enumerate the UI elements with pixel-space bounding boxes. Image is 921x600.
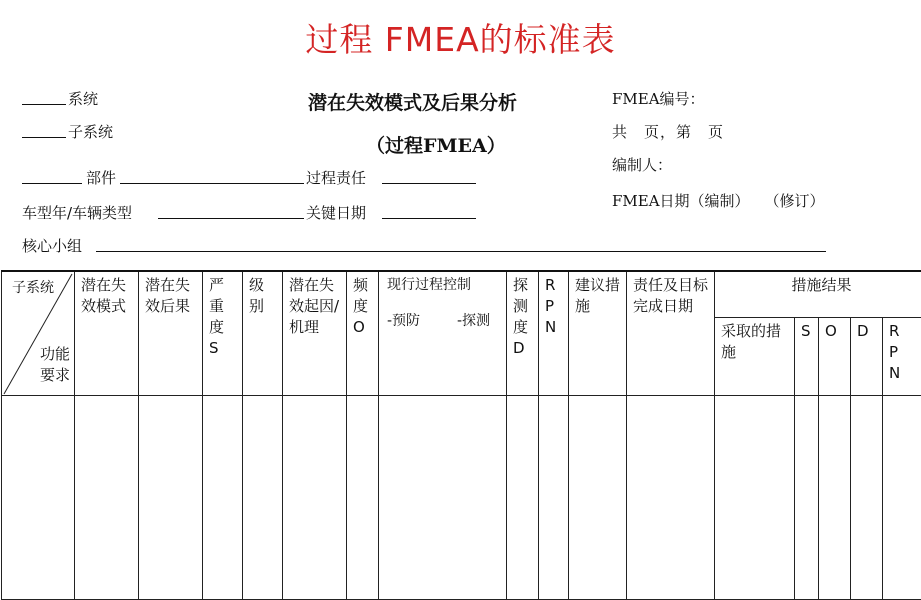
cell-recommended[interactable] (569, 395, 627, 599)
fmea-date-label: FMEA日期（编制） （修订） (612, 190, 825, 211)
system-label: 系统 (68, 88, 98, 109)
col-responsibility: 责任及目标完成日期 (627, 271, 715, 395)
col-prevention-label: -预防 (387, 311, 420, 332)
component-blank[interactable] (22, 183, 82, 184)
col-controls (379, 271, 507, 395)
model-year-blank[interactable] (158, 218, 304, 219)
col-severity-label: 严重度S (209, 275, 221, 359)
subsystem-blank[interactable] (22, 137, 66, 138)
cell-rpn[interactable] (539, 395, 569, 599)
cell-controls[interactable] (379, 395, 507, 599)
col-result-o-label: O (825, 321, 837, 342)
model-year-label: 车型年/车辆类型 (22, 202, 132, 223)
col-result-d-label: D (857, 321, 869, 342)
process-responsibility-label: 过程责任 (306, 167, 366, 188)
col-class-label: 级别 (249, 275, 261, 317)
col-occurrence (347, 271, 379, 395)
col-result-s-label: S (801, 321, 813, 342)
cell-result-d[interactable] (851, 395, 883, 599)
page-title: 过程 FMEA的标准表 (0, 14, 921, 61)
cell-result-s[interactable] (795, 395, 819, 599)
col-occurrence-label: 频度O (353, 275, 365, 338)
core-team-label: 核心小组 (22, 235, 82, 256)
col-actions-taken: 采取的措施 (715, 317, 795, 395)
form-subtitle: （过程FMEA） (366, 131, 506, 158)
col-result-rpn (883, 317, 921, 395)
diag-top-label: 子系统 (12, 278, 54, 299)
form-title: 潜在失效模式及后果分析 (308, 88, 517, 115)
col-detection-label: -探测 (457, 311, 490, 332)
cell-detection-rating[interactable] (507, 395, 539, 599)
col-class (243, 271, 283, 395)
cell-actions-taken[interactable] (715, 395, 795, 599)
page-count-label: 共 页，第 页 (612, 121, 724, 142)
col-result-d (851, 317, 883, 395)
core-team-blank[interactable] (96, 251, 826, 252)
diag-bottom-label: 功能要求 (40, 344, 75, 386)
col-severity (203, 271, 243, 395)
cell-function[interactable] (2, 395, 75, 599)
cell-occurrence[interactable] (347, 395, 379, 599)
col-result-rpn-label: RPN (889, 321, 901, 384)
cell-failure-mode[interactable] (75, 395, 139, 599)
col-detection-rating (507, 271, 539, 395)
col-result-o (819, 317, 851, 395)
subsystem-function-header (2, 271, 75, 395)
cell-result-rpn[interactable] (883, 395, 921, 599)
prepared-by-label: 编制人： (612, 154, 672, 175)
col-rpn (539, 271, 569, 395)
system-blank[interactable] (22, 104, 66, 105)
key-date-blank[interactable] (382, 218, 476, 219)
col-recommended: 建议措施 (569, 271, 627, 395)
cell-severity[interactable] (203, 395, 243, 599)
component-line[interactable] (120, 183, 304, 184)
cell-class[interactable] (243, 395, 283, 599)
col-result-s (795, 317, 819, 395)
cell-responsibility[interactable] (627, 395, 715, 599)
fmea-number-label: FMEA编号： (612, 88, 705, 109)
col-cause: 潜在失效起因/机理 (283, 271, 347, 395)
col-results: 措施结果 (715, 271, 921, 317)
cell-result-o[interactable] (819, 395, 851, 599)
col-failure-mode: 潜在失效模式 (75, 271, 139, 395)
col-controls-label: 现行过程控制 (387, 275, 471, 296)
col-detection-rating-label: 探测度D (513, 275, 525, 359)
col-failure-effect: 潜在失效后果 (139, 271, 203, 395)
process-responsibility-blank[interactable] (382, 183, 476, 184)
subsystem-label: 子系统 (68, 121, 113, 142)
col-rpn-label: RPN (545, 275, 557, 338)
fmea-table (1, 270, 921, 600)
key-date-label: 关键日期 (306, 202, 366, 223)
cell-failure-effect[interactable] (139, 395, 203, 599)
component-label: 部件 (86, 167, 116, 188)
cell-cause[interactable] (283, 395, 347, 599)
